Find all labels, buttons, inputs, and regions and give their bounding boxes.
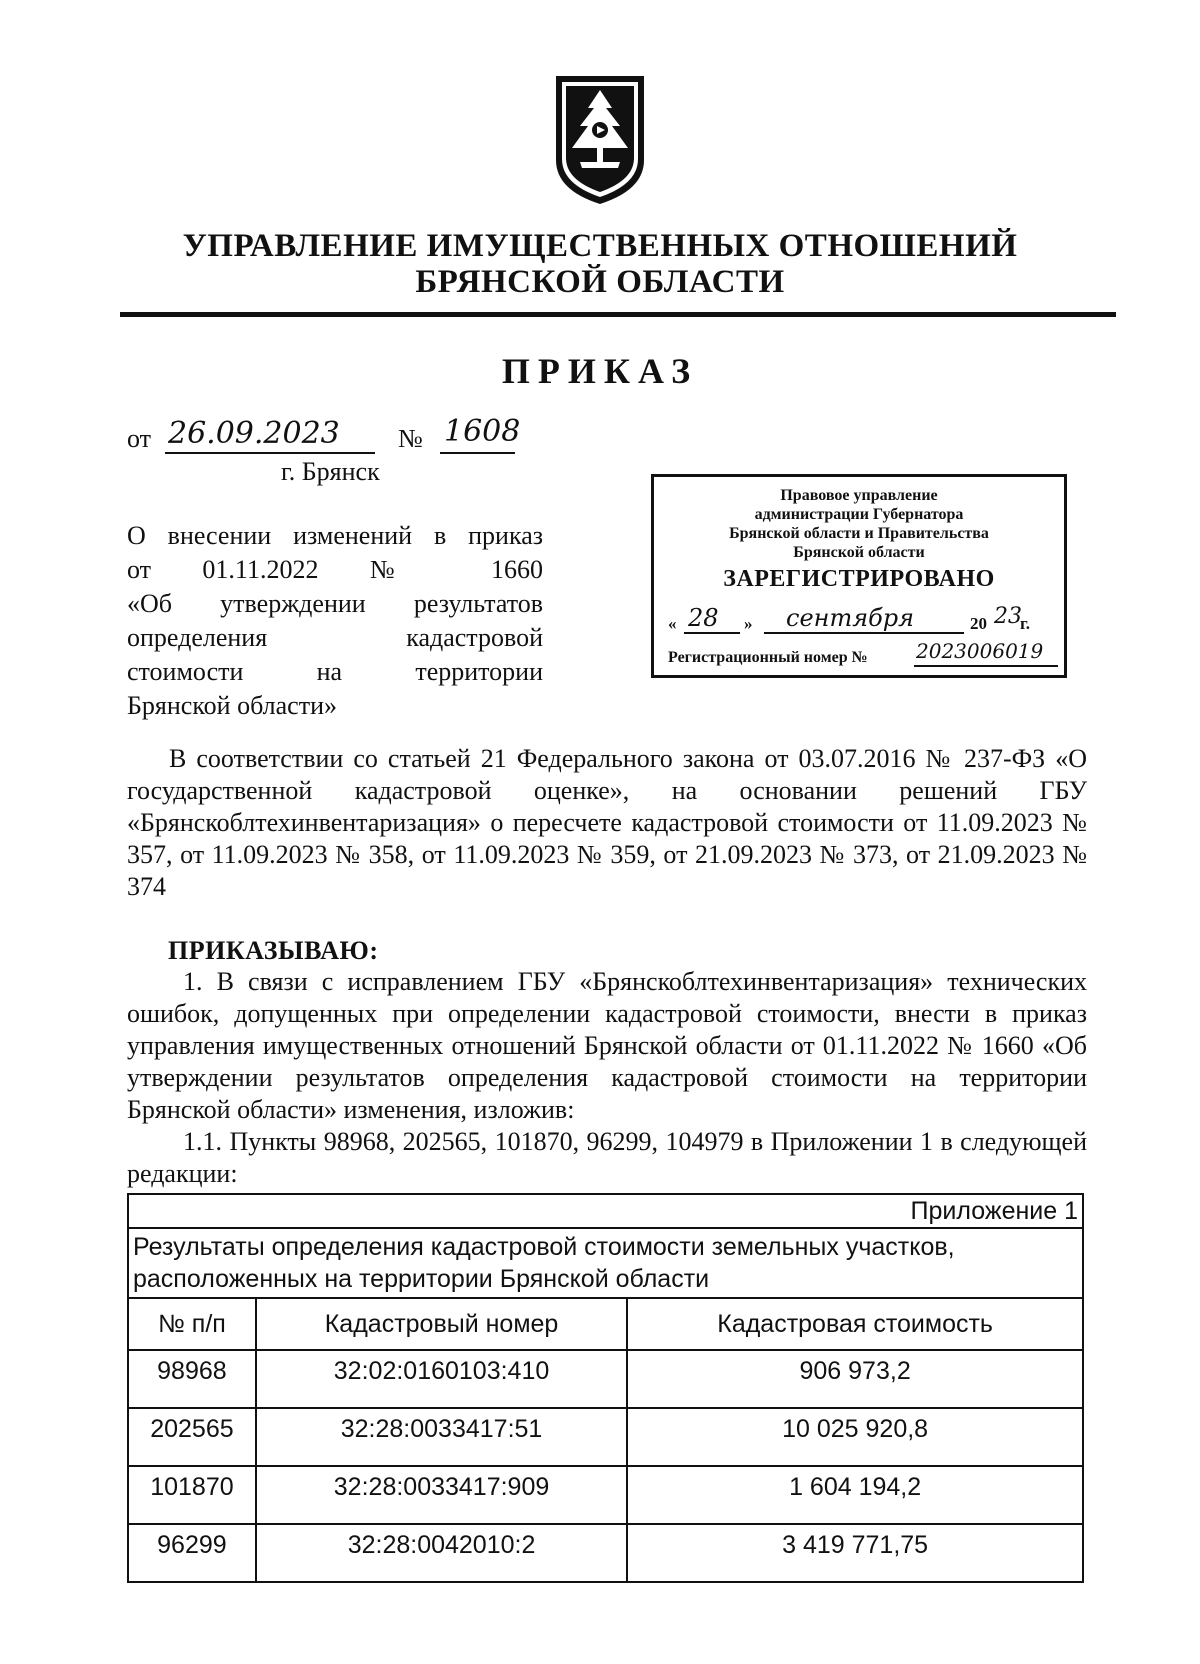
subject-line: О внесении изменений в приказ xyxy=(127,521,543,550)
stamp-year-prefix: 20 xyxy=(970,614,987,633)
order-subject xyxy=(127,519,543,723)
stamp-reg-label: Регистрационный номер № xyxy=(668,649,868,666)
cadastral-value: 10 025 920,8 xyxy=(627,1408,1083,1466)
org-name-line1: УПРАВЛЕНИЕ ИМУЩЕСТВЕННЫХ ОТНОШЕНИЙ xyxy=(182,228,1018,264)
city: г. Брянск xyxy=(281,457,380,486)
row-number: 96299 xyxy=(128,1524,256,1582)
table-caption: Результаты определения кадастровой стоимости земельных участков, расположенных на территории Брянской области xyxy=(128,1228,1083,1298)
date-label: от xyxy=(127,424,152,453)
table-header-row xyxy=(128,1298,1083,1350)
cadastral-value: 906 973,2 xyxy=(627,1350,1083,1408)
column-header: Кадастровый номер xyxy=(256,1298,627,1350)
stamp-date xyxy=(668,604,1058,638)
table-row xyxy=(128,1350,1083,1408)
column-header: Кадастровая стоимость xyxy=(627,1298,1083,1350)
item-1-1: 1.1. Пункты 98968, 202565, 101870, 96299, 104979 в Приложении 1 в следующей редакции: xyxy=(127,1127,1087,1188)
date-underline xyxy=(165,452,375,454)
stamp-quote-open: « xyxy=(668,614,677,633)
document-title: ПРИКАЗ xyxy=(501,351,699,391)
org-name-line2: БРЯНСКОЙ ОБЛАСТИ xyxy=(415,264,785,300)
order-number: 1608 xyxy=(444,414,521,449)
number-label: № xyxy=(398,424,423,453)
item-1: 1. В связи с исправлением ГБУ «Брянскоблтехинвентаризация» технических ошибок, допущенных при определении кадастровой стоимости, внести в приказ управления имущественных отношений Брянской области от 01.11.2022 № 1660 «Об утверждении результатов определения кадастровой стоимости на территории Брянской области» изменения, изложив: xyxy=(127,967,1087,1124)
appendix-label: Приложение 1 xyxy=(128,1194,1083,1228)
table-row xyxy=(128,1466,1083,1524)
table-row xyxy=(128,1408,1083,1466)
stamp-status: ЗАРЕГИСТРИРОВАНО xyxy=(723,566,995,592)
stamp-month: сентября xyxy=(786,604,915,632)
cadastral-number: 32:28:0033417:909 xyxy=(256,1466,627,1524)
order-word: ПРИКАЗЫВАЮ: xyxy=(168,936,379,965)
stamp-reg-number: 2023006019 xyxy=(916,639,1044,663)
stamp-day-underline xyxy=(684,632,740,634)
row-number: 202565 xyxy=(128,1408,256,1466)
stamp-line: Брянской области xyxy=(793,544,925,561)
order-date: 26.09.2023 xyxy=(168,416,340,451)
cadastral-number: 32:02:0160103:410 xyxy=(256,1350,627,1408)
row-number: 101870 xyxy=(128,1466,256,1524)
stamp-year-end: г. xyxy=(1020,614,1031,633)
subject-line: Брянской области» xyxy=(127,691,337,720)
basis-paragraph: В соответствии со статьей 21 Федерального закона от 03.07.2016 № 237-ФЗ «О государственной кадастровой оценке», на основании решений ГБУ «Брянскоблтехинвентаризация» о пересчете кадастровой стоимости от 11.09.2023 № 357, от 11.09.2023 № 358, от 11.09.2023 № 359, от 21.09.2023 № 373, от 21.09.2023 № 374 xyxy=(127,744,1087,901)
cadastral-value: 3 419 771,75 xyxy=(627,1524,1083,1582)
stamp-reg-underline xyxy=(914,665,1058,667)
row-number: 98968 xyxy=(128,1350,256,1408)
header-divider xyxy=(120,312,1116,317)
number-underline xyxy=(440,452,515,454)
stamp-line: Брянской области и Правительства xyxy=(729,525,989,542)
stamp-month-underline xyxy=(764,632,964,634)
cadastral-value: 1 604 194,2 xyxy=(627,1466,1083,1524)
stamp-line: администрации Губернатора xyxy=(754,506,964,523)
subject-line: от 01.11.2022 № 1660 xyxy=(127,555,543,584)
coat-of-arms-emblem xyxy=(552,74,648,206)
column-header: № п/п xyxy=(128,1298,256,1350)
stamp-line: Правовое управление xyxy=(780,487,938,504)
cadastral-number: 32:28:0033417:51 xyxy=(256,1408,627,1466)
stamp-year-suffix: 23 xyxy=(994,604,1022,629)
cadastral-number: 32:28:0042010:2 xyxy=(256,1524,627,1582)
subject-line: определения кадастровой xyxy=(127,623,543,652)
registration-stamp xyxy=(651,474,1067,678)
table-row xyxy=(128,1524,1083,1582)
subject-line: «Об утверждении результатов xyxy=(127,589,543,618)
stamp-day: 28 xyxy=(688,604,719,632)
stamp-quote-close: » xyxy=(744,614,753,633)
subject-line: стоимости на территории xyxy=(127,657,543,686)
appendix-table xyxy=(127,1193,1084,1583)
